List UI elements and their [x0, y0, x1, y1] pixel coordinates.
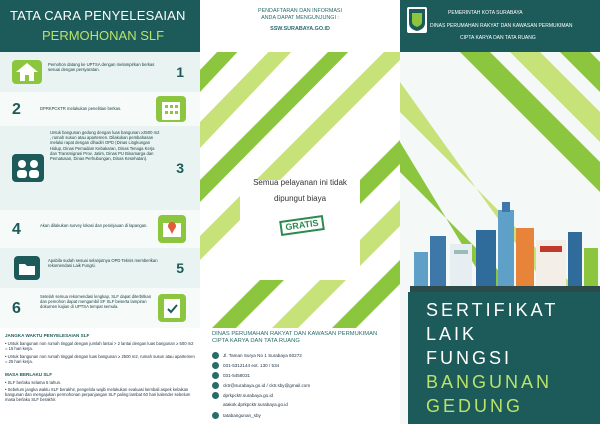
jangka-waktu-title: JANGKA WAKTU PENYELESAIAN SLF: [5, 333, 90, 338]
instagram-icon: [212, 412, 219, 419]
masa-item-1: • SLF berlaku selama 5 tahun.: [5, 380, 62, 385]
gratis-stamp: GRATIS: [279, 215, 325, 236]
step-4-text: Akan dilakukan survey lokasi dan peninjauan di lapangan.: [40, 223, 148, 228]
jangka-item-1: • Untuk bangunan non rumah tinggal dengan jumlah lantai > 2 lantai dengan luas bangunan ≥ 500 m2 = 15 hari kerja.: [5, 341, 194, 352]
title-word-2: LAIK: [426, 324, 478, 344]
title-word-5: GEDUNG: [426, 396, 524, 416]
step-1: [0, 52, 200, 92]
title-word-1: SERTIFIKAT: [426, 300, 559, 320]
left-footer: [0, 328, 200, 424]
info-line-1: PENDAFTARAN DAN INFORMASI: [257, 8, 343, 14]
office-building-icon: [156, 96, 186, 122]
house-icon: [12, 60, 42, 84]
city-skyline-illustration: [410, 200, 600, 292]
right-panel: [400, 0, 600, 424]
step-3: [0, 126, 200, 210]
contact-address-text: Jl. Taman Surya No 1 Surabaya 60272: [223, 353, 302, 358]
contact-website-2-text[interactable]: atakok.dprkpcktr.surabaya.go.id: [223, 402, 288, 407]
step-6: [0, 288, 200, 328]
step-2: [0, 92, 200, 126]
left-panel: [0, 0, 200, 424]
map-pin-icon: [158, 215, 186, 243]
department-subname: CIPTA KARYA DAN TATA RUANG: [460, 35, 536, 41]
step-1-text: Pemohon datang ke UPTSA dengan melampirkan berkas sesuai dengan persyaratan.: [48, 62, 155, 73]
step-3-number: 3: [176, 160, 184, 176]
meeting-people-icon: [12, 154, 44, 182]
website-link[interactable]: SSW.SURABAYA.GO.ID: [270, 26, 330, 32]
jangka-item-2: • Untuk bangunan non rumah tinggal dengan luas bangunan ≥ 2500 m2, rumah susun atau apartemen = 25 hari kerja.: [5, 354, 195, 365]
certificate-check-icon: [158, 294, 186, 322]
masa-berlaku-title: MASA BERLAKU SLF: [5, 372, 53, 377]
step-4: [0, 210, 200, 248]
step-6-text: Setelah semua rekomendasi lengkap, SLF dapat diterbitkan dan pemohon dapat mengambil SF SLF beserta lampiran dokumen kajian di UPTSA tempat semula.: [40, 294, 152, 310]
title-word-3: FUNGSI: [426, 348, 513, 368]
government-name: PEMERINTAH KOTA SURABAYA: [448, 10, 523, 16]
step-4-number: 4: [12, 221, 21, 238]
procedure-subtitle: PERMOHONAN SLF: [42, 28, 165, 43]
email-icon: [212, 382, 219, 389]
contact-phone-text: 031-5312144 ext. 130 / 534: [223, 363, 280, 368]
step-5: [0, 248, 200, 288]
location-icon: [212, 352, 219, 359]
folder-icon: [14, 256, 40, 280]
notice-line-1: Semua pelayanan ini tidak: [253, 178, 347, 187]
web-icon: [212, 401, 219, 408]
right-header: [400, 0, 600, 52]
title-word-4: BANGUNAN: [426, 372, 553, 392]
middle-panel: [200, 0, 400, 424]
fax-icon: [212, 372, 219, 379]
step-2-text: DPRKPCKTR melakukan penelitian berkas.: [40, 106, 122, 111]
department-name: DINAS PERUMAHAN RAKYAT DAN KAWASAN PERMUKIMAN: [430, 23, 573, 29]
contact-title-line-1: DINAS PERUMAHAN RAKYAT DAN KAWASAN PERMUKIMAN: [212, 331, 378, 337]
step-1-number: 1: [176, 64, 184, 80]
surabaya-city-logo: [407, 7, 427, 33]
contact-title-line-2: CIPTA KARYA DAN TATA RUANG: [212, 338, 300, 344]
web-icon: [212, 392, 219, 399]
info-line-2: ANDA DAPAT MENGUNJUNGI :: [261, 15, 339, 21]
procedure-title: TATA CARA PENYELESAIAN: [10, 8, 186, 23]
left-header: [0, 0, 200, 52]
phone-icon: [212, 362, 219, 369]
step-5-text: Apabila sudah sesuai selanjutnya OPD Teknis memberikan rekomendasi Laik Fungsi.: [48, 258, 158, 269]
contact-section: [200, 328, 400, 424]
step-5-number: 5: [176, 260, 184, 276]
contact-email-text[interactable]: cktr@surabaya.go.id / cktr.sby@gmail.com: [223, 383, 311, 388]
step-3-text: Untuk bangunan gedung dengan luas bangunan ≥2500 m2 , rumah susun atau apartemen. Dilakukan pembahasan melalui rapat dengan dihadiri OPD (Dinas Lingkungan Hidup, Dinas Pemadam Kebakaran, Dinas Tenaga Kerja dan Transmigrasi Prov. Jatim, Dinas PU Binamarga dan Pematusan, Dinas Perhubungan, Dinas Kesehatan).: [50, 130, 160, 162]
step-6-number: 6: [12, 300, 21, 317]
contact-fax-text: 031-5458031: [223, 373, 251, 378]
notice-line-2: dipungut biaya: [273, 194, 327, 203]
masa-item-2: • Sebelum jangka waktu SLF berakhir, pengelola wajib melakukan evaluasi kembali aspek kelaikan bangunan dan mengajukan permohonan perpanjangan SLF paling lambat 60 hari kalender sebelum masa berlaku SLF berakhir.: [5, 387, 191, 403]
step-2-number: 2: [12, 101, 21, 118]
contact-instagram-text[interactable]: tatabangunan_sby: [223, 413, 261, 418]
contact-website-1-text[interactable]: dprkpcktr.surabaya.go.id: [223, 393, 274, 398]
document-title-box: [408, 292, 600, 424]
registration-info: [200, 0, 400, 52]
